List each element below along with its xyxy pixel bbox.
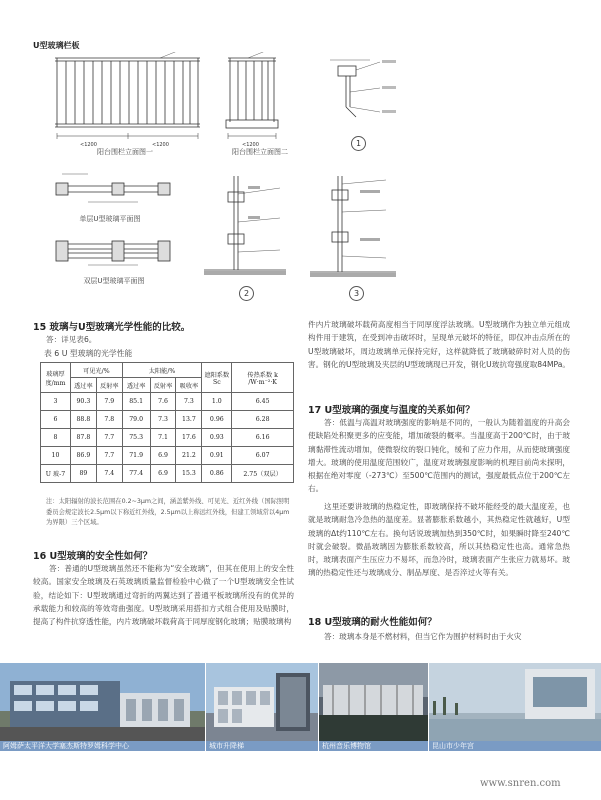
cell: 15.3 <box>176 465 202 483</box>
q17-body-b: 这里还要讲玻璃的热稳定性，即玻璃保持不破坏能经受的最大温度差，也就是玻璃耐急冷急热的温度差。显著膨胀系数越小，其热稳定性就越好，U型玻璃的Δt约110℃左右。换句话说玻璃加热到350℃时，如果瞬时降至240℃时就会破裂。微晶玻璃因为膨胀系数较高，所以其热稳定性也高。通常急热时，玻璃表面产生压应力不易坏，而急冷时，玻璃表面产生张应力就易坏。玻璃的热稳定性还与玻璃成分、制品厚度、是否淬过火等有关。 <box>308 502 570 578</box>
header-shading: 遮阳系数 Sc <box>202 363 232 393</box>
cell: 85.1 <box>122 393 150 411</box>
dim-left: <1200 <box>80 142 97 148</box>
cell: 7.9 <box>96 393 122 411</box>
cell: 71.9 <box>122 447 150 465</box>
cell: 8 <box>41 429 71 447</box>
cell: 10 <box>41 447 71 465</box>
header-solar-absorb: 吸收率 <box>176 378 202 393</box>
photo-label-4: 昆山市少年宫 <box>429 741 601 751</box>
railing-elevation-1-drawing <box>40 52 210 152</box>
cell: 77.4 <box>122 465 150 483</box>
cell: 7.3 <box>150 411 176 429</box>
q18-heading: 18 U型玻璃的耐火性能如何？ <box>308 617 437 628</box>
cell: 17.6 <box>176 429 202 447</box>
table-row <box>41 447 294 465</box>
cell: 21.2 <box>176 447 202 465</box>
header-solar-trans: 透过率 <box>122 378 150 393</box>
cell: 1.0 <box>202 393 232 411</box>
cell: 7.7 <box>96 447 122 465</box>
cell: 6.45 <box>232 393 294 411</box>
q17-heading: 17 U型玻璃的强度与温度的关系如何？ <box>308 405 475 416</box>
detail-1-drawing <box>300 52 400 134</box>
table-row <box>41 465 294 483</box>
railing-elevation-2-drawing <box>218 52 296 152</box>
header-solar: 太阳能/% <box>122 363 202 378</box>
cell: 75.3 <box>122 429 150 447</box>
header-thickness: 玻璃厚度/mm <box>41 363 71 393</box>
q16-heading: 16 U型玻璃的安全性如何？ <box>33 551 153 562</box>
detail-2-drawing <box>190 172 298 284</box>
photo-label-2: 城市升降梯 <box>206 741 318 751</box>
detail-number-2: 2 <box>239 286 254 301</box>
cell: 79.0 <box>122 411 150 429</box>
q15-heading: 15 玻璃与U型玻璃光学性能的比较。 <box>33 322 191 333</box>
detail-number-3: 3 <box>349 286 364 301</box>
cell: 7.7 <box>96 429 122 447</box>
cell: 0.96 <box>202 411 232 429</box>
header-visible: 可见光/% <box>70 363 122 378</box>
table-row <box>41 393 294 411</box>
double-layer-plan-drawing <box>48 232 178 268</box>
cell: 89 <box>70 465 96 483</box>
cell: 2.75（双层） <box>232 465 294 483</box>
single-layer-plan-drawing <box>48 172 178 206</box>
cell: 0.91 <box>202 447 232 465</box>
cell: 86.9 <box>70 447 96 465</box>
photo-music-museum <box>319 663 428 741</box>
cell: 6.9 <box>150 465 176 483</box>
cell: 88.8 <box>70 411 96 429</box>
q16-body: 答：普通的U型玻璃虽然还不能称为“安全玻璃”，但其在使用上的安全性较高。国家安全玻璃及石英玻璃质量监督检验中心做了一个U型玻璃安全性试验，结论如下：U型玻璃通过弯折的两翼达到了普通平板玻璃所没有的优异的承载能力和较高的等效弯曲强度。U型玻璃采用搭扣方式组合使用及贴膜时，提高了构件抗穿透性能，内片玻璃破坏载荷高于同厚度钢化玻璃；贴膜玻璃构 <box>33 564 294 627</box>
cell: 90.3 <box>70 393 96 411</box>
section-title: U型玻璃栏板 <box>33 41 80 50</box>
railing-elevation-2-caption: 阳台围栏立面图二 <box>232 148 288 156</box>
footer-url: www.snren.com <box>480 778 561 789</box>
cell: 6.9 <box>150 447 176 465</box>
header-visible-trans: 透过率 <box>70 378 96 393</box>
header-u-value: 传热系数 k /W·m⁻²·K <box>232 363 294 393</box>
table-6-title: 表 6 U 型玻璃的光学性能 <box>44 349 133 358</box>
railing-elevation-1-caption: 阳台围栏立面图一 <box>97 148 153 156</box>
photo-label-1: 阿姆萨太平洋大学塞杰斯特罗姆科学中心 <box>0 741 205 751</box>
cell: 0.93 <box>202 429 232 447</box>
cell: 7.8 <box>96 411 122 429</box>
table-note: 注：太阳辐射的波长范围在0.2~3μm之间，涵盖紫外线、可见光、近红外线（国际照明委员会规定波长2.5μm以下称近红外线，2.5μm以上称远红外线，但建工领域常以4μm为界限）三个区域。 <box>46 498 290 526</box>
cell: 6.28 <box>232 411 294 429</box>
table-row <box>41 429 294 447</box>
cell: U 玻-7 <box>41 465 71 483</box>
cell: 3 <box>41 393 71 411</box>
dim-right: <1200 <box>152 142 169 148</box>
detail-number-1: 1 <box>351 136 366 151</box>
header-visible-refl: 反射率 <box>96 378 122 393</box>
single-layer-plan-caption: 单层U型玻璃平面图 <box>79 215 141 223</box>
cell: 6 <box>41 411 71 429</box>
table-row <box>41 411 294 429</box>
cell: 87.8 <box>70 429 96 447</box>
q18-body: 答：玻璃本身是不燃材料，但当它作为围护材料时由于火灾 <box>324 632 522 641</box>
cell: 7.3 <box>176 393 202 411</box>
cell: 7.6 <box>150 393 176 411</box>
dim-left: <1200 <box>242 142 259 148</box>
header-solar-refl: 反射率 <box>150 378 176 393</box>
optical-properties-table <box>40 362 294 483</box>
photo-science-center <box>0 663 205 741</box>
photo-label-3: 杭州音乐博物馆 <box>319 741 428 751</box>
q17-body-a: 答：低温与高温对玻璃强度的影响是不同的，一般认为随着温度的升高会使缺陷处积聚更多的应变能，增加破裂的概率。当温度高于200℃时，由于玻璃黏滞性流动增加，使微裂纹的裂口钝化，缓和了应力作用，从而使玻璃强度增大。玻璃的使用温度范围较广，温度对玻璃强度影响的机理目前尚未探明，根据在绝对零度（-273℃）至500℃范围内的测试，强度最低点位于200℃左右。 <box>308 418 570 494</box>
q15-answer: 答：详见表6。 <box>46 335 97 344</box>
cell: 13.7 <box>176 411 202 429</box>
q16-continued: 件内片玻璃破坏载荷高度相当于同厚度浮法玻璃。U型玻璃作为独立单元组成构件用于建筑，在受到冲击破坏时，呈现单元破坏的特征，即仅冲击点所在的U型玻璃破坏，周边玻璃单元保持完好，这样就降低了玻璃破碎时对人员的伤害。钢化的U型玻璃及夹层的U型玻璃现已开发，钢化U玻抗弯强度取84MPa。 <box>308 320 570 369</box>
detail-3-drawing <box>300 172 404 284</box>
double-layer-plan-caption: 双层U型玻璃平面图 <box>83 277 145 285</box>
photo-youth-palace <box>429 663 601 741</box>
cell: 6.07 <box>232 447 294 465</box>
cell: 7.1 <box>150 429 176 447</box>
cell: 6.16 <box>232 429 294 447</box>
photo-city-elevator <box>206 663 318 741</box>
cell: 0.86 <box>202 465 232 483</box>
cell: 7.4 <box>96 465 122 483</box>
